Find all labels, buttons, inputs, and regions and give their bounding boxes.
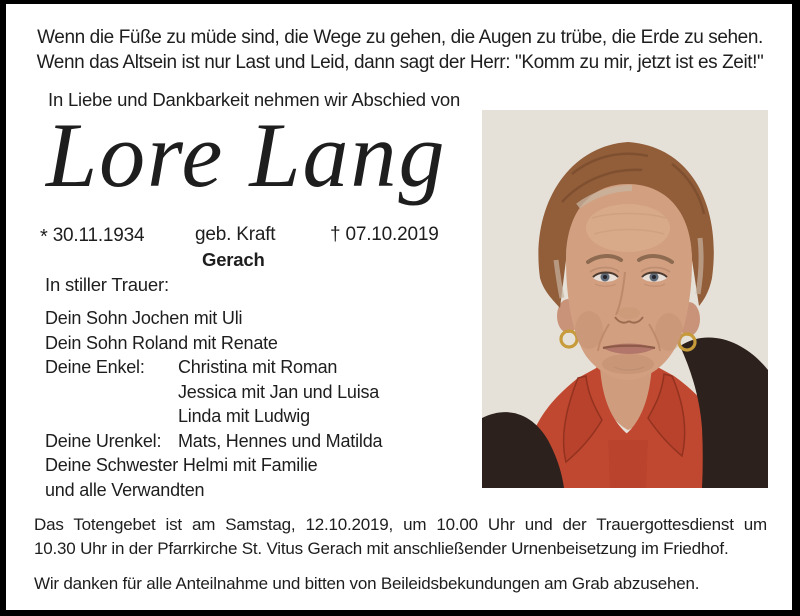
- family-member: Deine Schwester Helmi mit Familie: [45, 455, 318, 475]
- verse-line-2: Wenn das Altsein ist nur Last und Leid, dann sagt der Herr: "Komm zu mir, jetzt ist es Zeit!": [36, 52, 764, 73]
- relation-label: Deine Urenkel:: [45, 430, 162, 451]
- list-item: [45, 306, 475, 331]
- portrait-photo: [482, 110, 768, 488]
- scan-border-right: [792, 0, 800, 616]
- mourning-family-list: [45, 306, 475, 502]
- death-date: [330, 224, 439, 246]
- list-item: [45, 429, 475, 454]
- family-member: Mats, Hennes und Matilda: [178, 430, 383, 451]
- condolence-note: Wir danken für alle Anteilnahme und bitten von Beileidsbekundungen am Grab abzusehen.: [34, 574, 700, 593]
- list-item: [45, 331, 475, 356]
- list-item: [45, 380, 475, 405]
- verse-line-1: Wenn die Füße zu müde sind, die Wege zu gehen, die Augen zu trübe, die Erde zu sehen.: [37, 27, 763, 48]
- family-member: Jessica mit Jan und Luisa: [178, 381, 380, 402]
- relation-label: Deine Enkel:: [45, 357, 145, 377]
- list-item: [45, 453, 475, 478]
- death-date-value: 07.10.2019: [345, 224, 439, 245]
- maiden-name: geb. Kraft: [195, 224, 276, 245]
- farewell-intro: In Liebe und Dankbarkeit nehmen wir Abschied von: [48, 89, 461, 110]
- service-information: [34, 513, 767, 596]
- family-member: Dein Sohn Jochen mit Uli: [45, 308, 243, 328]
- service-line-2: 10.30 Uhr in der Pfarrkirche St. Vitus Gerach mit anschließender Urnenbeisetzung im Friedhof.: [34, 539, 729, 558]
- birth-star-symbol: *: [40, 226, 48, 248]
- scan-border-bottom: [0, 610, 800, 616]
- family-member: und alle Verwandten: [45, 479, 205, 500]
- family-member: Christina mit Roman: [178, 357, 338, 377]
- life-dates-row: [0, 224, 480, 248]
- place-of-residence: Gerach: [202, 249, 265, 270]
- list-item: [45, 355, 475, 380]
- scan-border-left: [0, 0, 6, 616]
- opening-verse: [0, 25, 800, 75]
- list-item: [45, 404, 475, 429]
- list-item: [45, 478, 475, 503]
- death-cross-symbol: †: [330, 224, 341, 245]
- mourning-heading: In stiller Trauer:: [45, 274, 169, 295]
- birth-date: [40, 224, 144, 247]
- birth-date-value: 30.11.1934: [52, 225, 145, 246]
- service-line-1: Das Totengebet ist am Samstag, 12.10.2019, um 10.00 Uhr und der Trauergottesdienst um: [34, 515, 767, 534]
- family-member: Dein Sohn Roland mit Renate: [45, 332, 278, 353]
- deceased-name: Lore Lang: [46, 104, 447, 206]
- family-member: Linda mit Ludwig: [178, 406, 310, 426]
- scan-border-top: [0, 0, 800, 4]
